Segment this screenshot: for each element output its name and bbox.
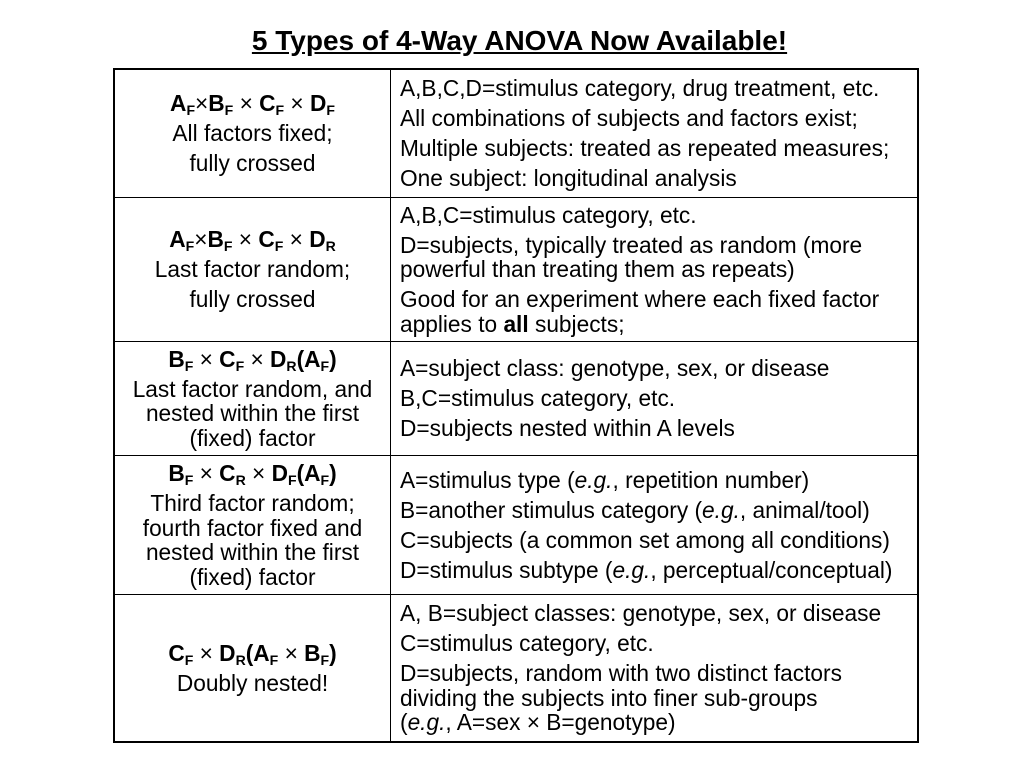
factor-letter: C [258,226,275,253]
formula-operator: × [194,226,208,253]
detail-text: All combinations of subjects and factors exist; [400,105,858,132]
formula-factor [168,460,193,486]
design-description: Doubly nested! [176,669,329,696]
factor-letter: C [259,90,276,117]
detail-text: , animal/tool) [739,496,870,523]
factor-type-subscript: F [223,238,233,255]
factor-letter: C [219,460,236,486]
formula-operator: × [245,460,272,486]
factor-type-subscript: R [235,651,246,668]
detail-line [400,76,908,101]
factor-letter: A [253,639,270,666]
formula-factor [219,460,246,486]
details-cell [391,595,917,741]
detail-line [400,468,908,493]
table-row [115,342,917,456]
detail-text-italic: e.g. [574,466,613,493]
table-row [115,595,917,741]
factor-type-subscript: F [269,651,279,668]
factor-letter: A [304,345,321,372]
factor-letter: C [168,639,185,666]
detail-line [400,601,908,626]
detail-text: Multiple subjects: treated as repeated measures; [400,135,890,162]
detail-text: A=subject class: genotype, sex, or disease [400,355,830,382]
detail-text-bold: all [503,310,529,337]
design-cell [115,70,391,197]
detail-line [400,166,908,191]
design-description: Third factor random; fourth factor fixed and nested within the first (fixed) factor [142,490,363,590]
formula-factor [304,346,329,372]
factor-letter: C [219,345,236,372]
formula-factor [304,460,329,486]
design-cell [115,456,391,594]
detail-text: A=stimulus type ( [400,466,575,493]
formula-factor [270,346,297,372]
formula-operator: × [193,639,220,666]
design-formula [125,90,380,119]
formula-factor [169,226,195,255]
formula-operator: × [284,90,310,117]
detail-line [400,386,908,411]
detail-text: , repetition number) [612,466,810,493]
factor-type-subscript: F [320,471,330,488]
formula-operator: × [232,226,259,253]
formula-factor [259,90,285,119]
detail-text: D=subjects nested within A levels [400,415,735,442]
factor-type-subscript: F [287,471,297,488]
formula-operator: ( [296,460,305,486]
details-cell [391,342,917,455]
formula-factor [168,640,193,666]
factor-type-subscript: F [320,357,330,374]
detail-text: Good for an experiment where each fixed factor applies to [400,286,880,337]
factor-type-subscript: F [184,357,194,374]
factor-letter: D [309,226,326,253]
detail-line [400,631,908,656]
detail-text: C=stimulus category, etc. [400,630,654,657]
detail-line [400,106,908,131]
detail-text: A, B=subject classes: genotype, sex, or disease [400,600,882,627]
details-cell [391,198,917,341]
detail-line [400,528,908,553]
formula-factor [219,346,244,372]
detail-text-italic: e.g. [612,556,651,583]
detail-text: A,B,C=stimulus category, etc. [400,201,697,228]
formula-operator: ) [329,460,337,486]
design-formula [125,461,380,486]
factor-type-subscript: F [184,471,194,488]
factor-letter: D [271,460,288,486]
factor-type-subscript: F [235,357,245,374]
table-row [115,198,917,342]
design-cell [115,342,391,455]
factor-letter: B [168,460,185,486]
formula-factor [168,346,193,372]
design-cell [115,198,391,341]
formula-operator: × [193,345,220,372]
slide-title: 5 Types of 4-Way ANOVA Now Available! [251,25,788,56]
detail-line [400,136,908,161]
factor-type-subscript: F [320,651,330,668]
formula-operator: × [283,226,310,253]
factor-type-subscript: F [275,102,285,119]
detail-line [400,203,908,228]
design-formula [125,226,380,255]
formula-factor [170,90,196,119]
factor-letter: D [309,90,327,117]
detail-text: B=another stimulus category ( [400,496,703,523]
table-row [115,70,917,198]
detail-text-italic: e.g. [407,709,446,736]
detail-text: C=subjects (a common set among all conditions) [400,526,890,553]
detail-line [400,558,908,583]
factor-type-subscript: F [224,102,234,119]
detail-text: , A=sex × B=genotype) [445,709,676,736]
formula-factor [309,226,336,255]
design-description: Last factor random; [154,256,351,283]
design-description: Last factor random, and nested within the first (fixed) factor [132,375,373,451]
factor-type-subscript: F [326,102,335,119]
detail-line [400,416,908,441]
factor-type-subscript: F [185,238,195,255]
factor-type-subscript: R [235,471,246,488]
factor-letter: B [168,345,185,372]
factor-letter: A [304,460,321,486]
formula-operator: × [278,639,305,666]
formula-operator: ) [329,345,337,372]
detail-line [400,233,908,282]
factor-letter: A [170,90,187,117]
detail-text: A,B,C,D=stimulus category, drug treatment, etc. [400,75,880,102]
detail-line [400,356,908,381]
formula-factor [258,226,284,255]
formula-operator: ( [245,639,254,666]
factor-type-subscript: F [184,651,194,668]
design-description: fully crossed [189,286,316,313]
formula-factor [219,640,246,666]
factor-letter: A [169,226,186,253]
formula-factor [207,226,233,255]
formula-operator: × [244,345,271,372]
factor-letter: B [208,90,225,117]
formula-factor [304,640,329,666]
factor-type-subscript: R [325,238,336,255]
formula-factor [309,90,335,119]
details-cell [391,70,917,197]
design-description: fully crossed [189,150,316,177]
details-cell [391,456,917,594]
factor-letter: D [219,639,236,666]
detail-line [400,498,908,523]
detail-text: D=subjects, typically treated as random (more powerful than treating them as repeats) [400,231,863,283]
detail-line [400,661,908,735]
detail-text: subjects; [528,310,625,337]
factor-letter: B [207,226,224,253]
design-cell [115,595,391,741]
detail-text: D=stimulus subtype ( [400,556,613,583]
formula-operator: × [233,90,260,117]
factor-letter: B [304,639,321,666]
detail-line [400,287,908,336]
anova-types-table [113,68,919,743]
formula-operator: ( [296,345,305,372]
formula-operator: × [195,90,209,117]
factor-letter: D [270,345,287,372]
formula-factor [208,90,234,119]
detail-text: D=subjects, random with two distinct factors dividing the subjects into finer sub-groups ( [400,660,842,736]
formula-operator: × [193,460,220,486]
detail-text: , perceptual/conceptual) [650,556,893,583]
formula-operator: ) [329,639,337,666]
detail-text: One subject: longitudinal analysis [400,165,737,192]
table-row [115,456,917,595]
detail-text: B,C=stimulus category, etc. [400,385,676,412]
design-formula [125,347,380,372]
design-description: All factors fixed; [172,120,333,147]
factor-type-subscript: F [186,102,196,119]
formula-factor [272,460,297,486]
formula-factor [253,640,278,666]
detail-text-italic: e.g. [702,496,740,523]
factor-type-subscript: R [286,357,297,374]
factor-type-subscript: F [274,238,284,255]
design-formula [125,641,380,666]
